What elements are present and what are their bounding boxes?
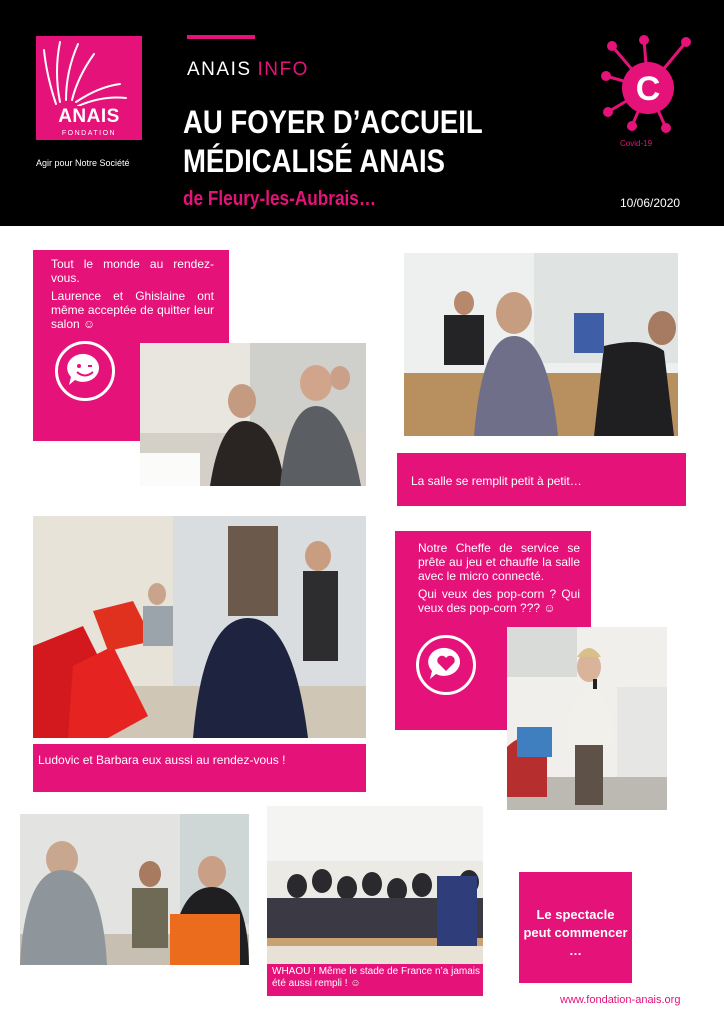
publication-date: 10/06/2020	[620, 196, 681, 210]
caption-whaou: WHAOU ! Même le stade de France n’a jamais été aussi rempli ! ☺	[272, 966, 480, 989]
caption-ludovic: Ludovic et Barbara eux aussi au rendez-vous !	[38, 753, 286, 767]
title-accent-bar	[187, 35, 255, 39]
caption-rendezvous-line1: Tout le monde au rendez-vous.	[51, 257, 214, 285]
photo-residents-chairs	[20, 814, 249, 965]
covid-label: Covid-19	[620, 139, 653, 148]
footer-website-link[interactable]: www.fondation-anais.org	[560, 994, 681, 1006]
photo-salle-pleine	[267, 806, 483, 964]
chat-smile-icon	[55, 341, 115, 401]
covid-letter: C	[635, 70, 661, 108]
page-subtitle: de Fleury-les-Aubrais…	[183, 188, 377, 210]
caption-cheffe	[418, 541, 580, 619]
caption-rendezvous-line2: Laurence et Ghislaine ont même acceptée de quitter leur salon ☺	[51, 289, 214, 331]
chat-heart-icon	[416, 635, 476, 695]
hand-logo-icon	[36, 36, 142, 106]
photo-laurence-ghislaine	[140, 343, 366, 486]
newsletter-label	[187, 59, 309, 81]
tagline: Agir pour Notre Société	[36, 158, 130, 168]
caption-rendezvous	[51, 257, 214, 335]
caption-spectacle: Le spectacle peut commencer …	[523, 907, 628, 958]
logo-subtext: FONDATION	[61, 130, 117, 137]
photo-salle-remplit	[404, 253, 678, 436]
page-title-line1: AU FOYER D’ACCUEIL	[183, 104, 483, 140]
caption-box-ludovic	[33, 744, 366, 792]
caption-cheffe-para1: Notre Cheffe de service se prête au jeu et chauffe la salle avec le micro connecté.	[418, 541, 580, 583]
logo-wordmark: ANAIS	[58, 106, 120, 127]
newsletter-label-accent: INFO	[257, 59, 309, 80]
caption-salle: La salle se remplit petit à petit…	[411, 474, 582, 488]
caption-cheffe-para2: Qui veux des pop-corn ? Qui veux des pop-corn ??? ☺	[418, 587, 580, 615]
photo-cheffe-micro	[507, 627, 667, 810]
covid-virus-icon	[586, 30, 696, 140]
photo-ludovic-barbara	[33, 516, 366, 738]
page-title-line2: MÉDICALISÉ ANAIS	[183, 143, 445, 179]
newsletter-label-main: ANAIS	[187, 59, 252, 80]
